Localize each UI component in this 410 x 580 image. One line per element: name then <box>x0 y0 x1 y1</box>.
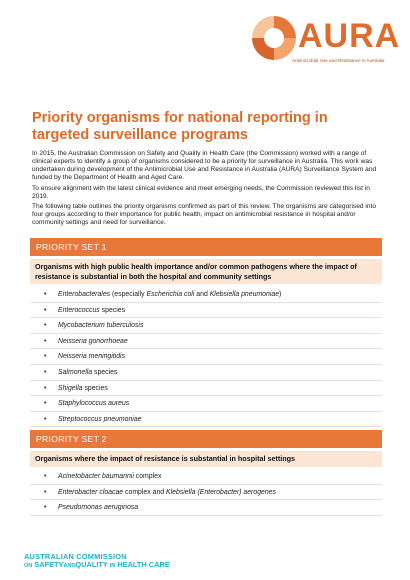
list-item: • Salmonella species <box>30 365 382 381</box>
priority-set-1-list <box>30 287 382 427</box>
aura-tagline: Antimicrobial Use and Resistance in Australia <box>292 58 385 63</box>
list-item: • Streptococcus pneumoniae <box>30 412 382 428</box>
list-item: • Enterobacterales (especially Escherichia coli and Klebsiella pneumoniae) <box>30 287 382 303</box>
priority-set-2-list <box>30 469 382 516</box>
priority-set-1-description: Organisms with high public health importance and/or common pathogens where the impact of resistance is substantial in both the hospital and community settings <box>30 259 382 284</box>
list-item: • Acinetobacter baumannii complex <box>30 469 382 485</box>
priority-set-2-description: Organisms where the impact of resistance is substantial in hospital settings <box>30 451 382 467</box>
intro-paragraph: In 2015, the Australian Commission on Safety and Quality in Health Care (the Commission) worked with a range of clinical experts to identify a group of organisms considered to be a priority for surveillance in Australia. This work was undertaken during development of the Antimicrobial Use and Resistance in Australia (AURA) Surveillance System and funded by the Department of Health and Aged Care. <box>32 150 377 181</box>
aura-logo-ring-icon <box>252 16 296 60</box>
commission-logo <box>24 553 184 570</box>
list-item: • Neisseria meningitidis <box>30 349 382 365</box>
intro-paragraph: To ensure alignment with the latest clinical evidence and meet emerging needs, the Commission reviewed this list in 2019. <box>32 184 370 200</box>
list-item: • Mycobacterium tuberculosis <box>30 318 382 334</box>
list-item: • Enterococcus species <box>30 303 382 319</box>
list-item: • Staphylococcus aureus <box>30 396 382 412</box>
list-item: • Pseudomonas aeruginosa <box>30 500 382 516</box>
commission-name-line1: AUSTRALIAN COMMISSION <box>24 552 127 561</box>
intro-paragraph: The following table outlines the priority organisms confirmed as part of this review. The organisms are categorised into four groups according to their importance for public health, impact on antimicrobial resistance in hospital and/or community settings and need for surveillance. <box>32 203 377 227</box>
aura-wordmark: AURA <box>298 17 401 55</box>
list-item: • Shigella species <box>30 381 382 397</box>
commission-name-line2: ON SAFETYANDQUALITY IN HEALTH CARE <box>24 560 170 569</box>
priority-set-2-header: PRIORITY SET 2 <box>30 430 382 448</box>
page-title: Priority organisms for national reporting in targeted surveillance programs <box>32 110 328 143</box>
list-item: • Enterobacter cloacae complex and Klebsiella (Enterobacter) aerogenes <box>30 485 382 501</box>
priority-set-1-header: PRIORITY SET 1 <box>30 238 382 256</box>
intro-text <box>32 150 382 230</box>
aura-logo <box>252 14 402 74</box>
list-item: • Neisseria gonorrhoeae <box>30 334 382 350</box>
